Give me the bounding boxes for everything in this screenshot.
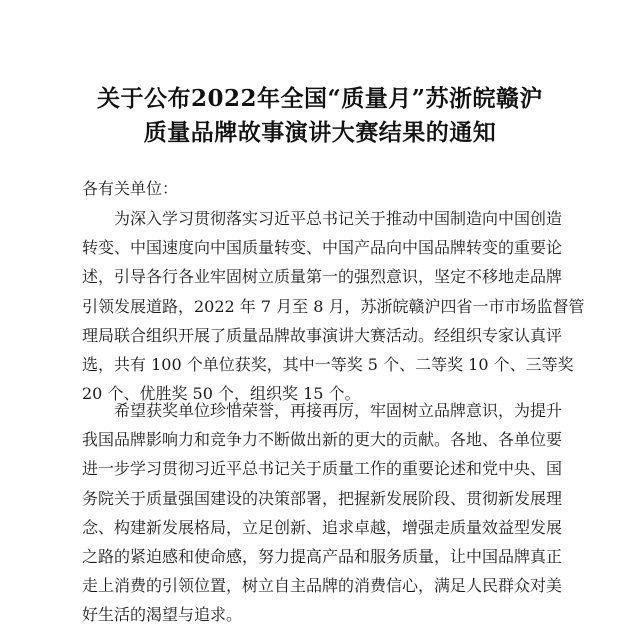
paragraph-line: 务院关于质量强国建设的决策部署，把握新发展阶段、贯彻新发展理 — [82, 488, 563, 508]
paragraph-line: 进一步学习贯彻习近平总书记关于质量工作的重要论述和党中央、国 — [82, 459, 563, 479]
paragraph-line: 引领发展道路，2022 年 7 月至 8 月，苏浙皖赣沪四省一市市场监督管 — [82, 296, 585, 316]
paragraph-line: 选，共有 100 个单位获奖，其中一等奖 5 个、二等奖 10 个、三等奖 — [82, 355, 574, 375]
paragraph-line: 我国品牌影响力和竞争力不断做出新的更大的贡献。各地、各单位要 — [82, 430, 563, 450]
salutation: 各有关单位： — [82, 179, 179, 198]
paragraph-line: 理局联合组织开展了质量品牌故事演讲大赛活动。经组织专家认真评 — [82, 325, 563, 345]
title-line-1: 关于公布2022年全国“质量月”苏浙皖赣沪 — [97, 85, 543, 112]
title-line-2: 质量品牌故事演讲大赛结果的通知 — [143, 119, 497, 146]
paragraph-line: 之路的紧迫感和使命感，努力提高产品和服务质量，让中国品牌真正 — [82, 547, 563, 567]
paragraph-line: 为深入学习贯彻落实习近平总书记关于推动中国制造向中国创造 — [114, 209, 563, 228]
document-title — [0, 82, 640, 150]
paragraph-line: 好生活的渴望与追求。 — [82, 605, 243, 625]
paragraph-line: 述，引导各行各业牢固树立质量第一的强烈意识，坚定不移地走品牌 — [82, 267, 563, 287]
paragraph-2 — [82, 396, 562, 630]
paragraph-line: 希望获奖单位珍惜荣誉，再接再厉，牢固树立品牌意识，为提升 — [114, 401, 563, 420]
paragraph-line: 20 个、优胜奖 50 个，组织奖 15 个。 — [82, 384, 361, 404]
paragraph-line: 走上消费的引领位置，树立自主品牌的消费信心，满足人民群众对美 — [82, 576, 563, 596]
paragraph-line: 转变、中国速度向中国质量转变、中国产品向中国品牌转变的重要论 — [82, 238, 563, 258]
paragraph-1 — [82, 204, 585, 408]
paragraph-line: 念、构建新发展格局，立足创新、追求卓越，增强走质量效益型发展 — [82, 517, 563, 537]
